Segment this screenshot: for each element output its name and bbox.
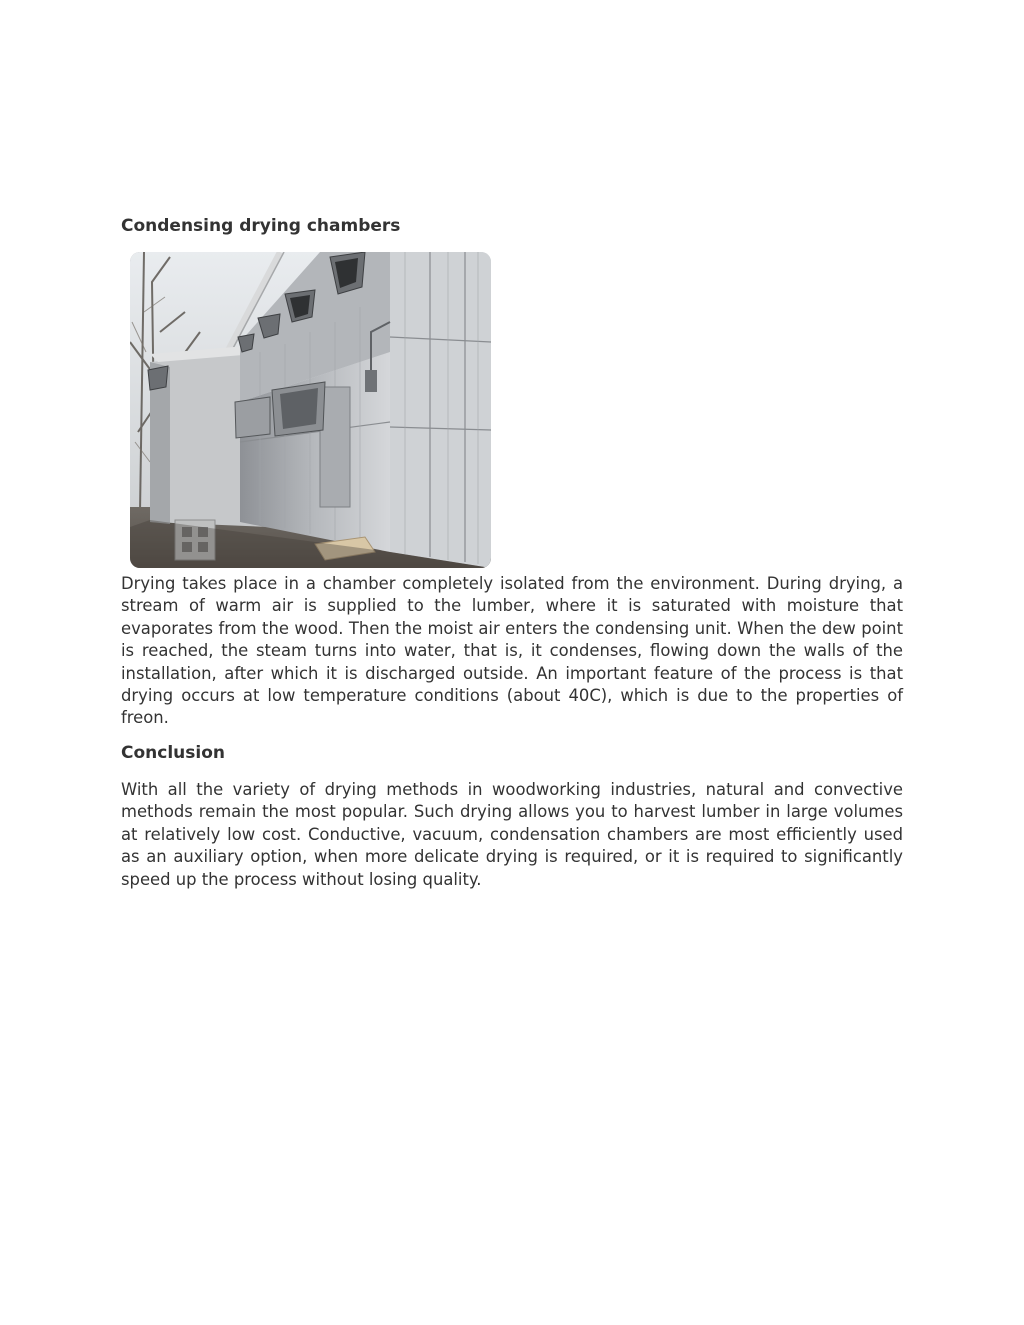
drying-chamber-photo: [130, 252, 491, 568]
section-heading: Condensing drying chambers: [121, 216, 401, 236]
conclusion-heading: Conclusion: [121, 743, 225, 763]
conclusion-paragraph: With all the variety of drying methods in woodworking industries, natural and convective methods remain the most popular. Such drying allows you to harvest lumber in large volumes at relatively low cost. Conductive, vacuum, condensation chambers are most efficiently used as an auxiliary option, when more delicate drying is required, or it is required to significantly speed up the process without losing quality.: [121, 780, 903, 889]
section-paragraph: Drying takes place in a chamber completely isolated from the environment. During drying, a stream of warm air is supplied to the lumber, where it is saturated with moisture that evaporates from the wood. Then the moist air enters the condensing unit. When the dew point is reached, the steam turns into water, that is, it condenses, flowing down the walls of the installation, after which it is discharged outside. An important feature of the process is that drying occurs at low temperature conditions (about 40C), which is due to the properties of freon.: [121, 574, 903, 728]
